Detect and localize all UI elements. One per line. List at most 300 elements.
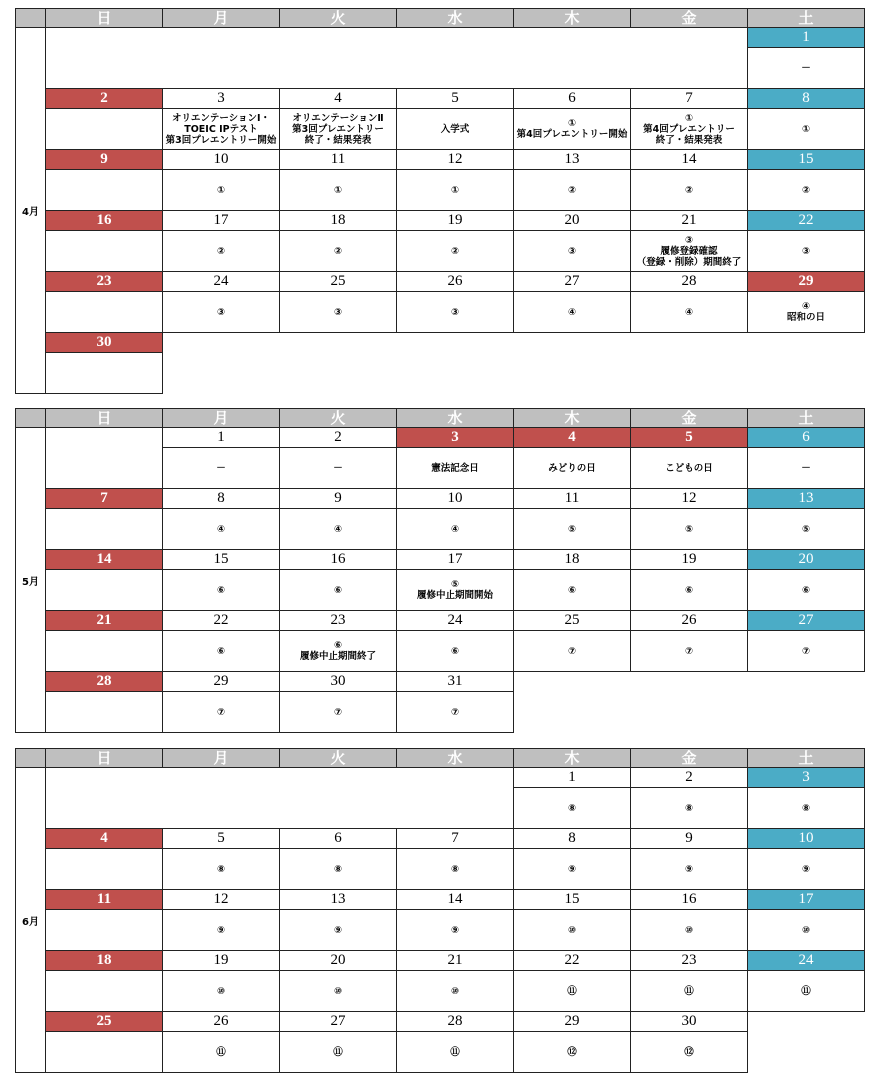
day-note [514,971,631,1012]
day-note [631,788,748,829]
day-number: 18 [514,550,631,570]
day-note-line: ① [801,123,811,135]
month-label: 5月 [16,428,46,733]
day-note-line: 昭和の日 [786,312,825,323]
day-note-line: ⑫ [567,1046,577,1058]
day-note [748,788,865,829]
day-note [397,692,514,733]
day-note-line: ⑥ [333,640,343,651]
day-note [46,231,163,272]
header-corner [16,749,46,768]
day-number: 6 [280,829,397,849]
weekday-header: 月 [163,9,280,28]
day-note-line: ② [684,184,694,196]
day-note [631,971,748,1012]
day-note [163,910,280,951]
header-corner [16,9,46,28]
day-note [280,910,397,951]
day-note [163,292,280,333]
month-label: 6月 [16,768,46,1073]
day-note [631,109,748,150]
day-note-line: ③ [450,306,460,318]
day-note-line: ⑤ [450,579,460,590]
day-number: 24 [163,272,280,292]
day-number: 1 [748,28,865,48]
day-note [280,849,397,890]
day-note [514,1032,631,1073]
day-note [280,509,397,550]
day-note [514,631,631,672]
weekday-header: 日 [46,409,163,428]
empty-day-cell [514,672,865,733]
day-number: 5 [631,428,748,448]
day-note-line: ⑦ [216,706,226,718]
weekday-header: 水 [397,9,514,28]
day-note-line: ④ [801,301,811,312]
day-note-line: ⑧ [333,863,343,875]
day-note [748,509,865,550]
day-number: 16 [46,211,163,231]
day-note-line: ① [684,112,694,124]
day-note [280,692,397,733]
day-note-line: ③ [333,306,343,318]
day-note-line: ⑩ [684,924,694,936]
day-note-line: 憲法記念日 [431,462,479,474]
weekday-header: 月 [163,409,280,428]
day-note-line: ⑪ [216,1046,226,1058]
day-note-line: ⑪ [333,1046,343,1058]
day-note-line: ⑪ [684,985,694,997]
day-note [514,170,631,211]
day-note-line: こどもの日 [665,462,713,474]
day-number: 3 [748,768,865,788]
day-note [514,292,631,333]
day-note-line: ⑥ [216,584,226,596]
day-number: 19 [397,211,514,231]
day-note-line: TOEIC IPテスト [184,123,258,135]
day-number: 30 [280,672,397,692]
day-number: 11 [46,890,163,910]
day-number: 20 [280,951,397,971]
day-number: 10 [163,150,280,170]
day-note-line: ⑦ [567,645,577,657]
day-note-line: ⑥ [567,584,577,596]
day-note [163,849,280,890]
day-number: 29 [514,1012,631,1032]
day-note-line: ⑥ [216,645,226,657]
day-number: 20 [748,550,865,570]
day-number: 2 [631,768,748,788]
month-calendar-5 [15,408,865,733]
day-note [748,109,865,150]
day-note-line: 第3回プレエントリー開始 [165,134,277,146]
day-note-line: ⑦ [450,706,460,718]
day-note-line: ⑧ [801,802,811,814]
day-number: 11 [280,150,397,170]
day-note-line: ⑨ [684,863,694,875]
empty-day-cell [748,1012,865,1073]
day-note-line: ⑩ [801,924,811,936]
day-number: 15 [514,890,631,910]
day-note [163,170,280,211]
day-note [397,109,514,150]
day-note [631,448,748,489]
weekday-header: 土 [748,9,865,28]
day-number: 9 [280,489,397,509]
day-note [748,910,865,951]
day-note-line: ⑦ [333,706,343,718]
day-note [397,971,514,1012]
day-note-line: 終了・結果発表 [655,134,723,146]
weekday-header: 金 [631,749,748,768]
day-note [748,231,865,272]
day-number: 16 [631,890,748,910]
day-note-line: 履修中止期間開始 [416,590,493,601]
day-note-line: ⑤ [567,523,577,535]
day-note [280,292,397,333]
day-note [631,509,748,550]
day-note-line: 履修登録確認 [660,245,718,257]
day-note [46,353,163,394]
day-note-line: 終了・結果発表 [304,134,372,146]
day-note [397,631,514,672]
day-number: 23 [631,951,748,971]
day-note [514,109,631,150]
day-note-line: ⑧ [216,863,226,875]
day-note-line: － [801,62,811,74]
day-number: 3 [163,89,280,109]
day-number: 13 [748,489,865,509]
day-note [748,48,865,89]
day-note-line: ⑪ [801,985,811,997]
day-note-line: ⑧ [450,863,460,875]
empty-day-cell [46,28,748,89]
day-number: 5 [397,89,514,109]
day-note [631,849,748,890]
day-note [46,1032,163,1073]
day-number: 17 [163,211,280,231]
day-number: 8 [514,829,631,849]
day-note-line: － [216,462,226,474]
day-note-line: － [801,462,811,474]
day-note-line: ④ [216,523,226,535]
day-note [631,631,748,672]
day-note [631,170,748,211]
day-note-line: ⑤ [801,523,811,535]
day-number: 7 [631,89,748,109]
weekday-header: 土 [748,749,865,768]
day-note [46,509,163,550]
day-note [163,109,280,150]
day-note-line: ① [216,184,226,196]
day-note [397,849,514,890]
day-note [514,509,631,550]
day-note [163,692,280,733]
day-number: 7 [397,829,514,849]
day-number: 21 [631,211,748,231]
day-note [163,1032,280,1073]
header-corner [16,409,46,428]
day-number: 30 [631,1012,748,1032]
weekday-header: 木 [514,749,631,768]
weekday-header: 水 [397,749,514,768]
day-note-line: ⑧ [684,802,694,814]
day-number: 10 [748,829,865,849]
day-note [514,849,631,890]
day-note-line: ③ [567,245,577,257]
day-note-line: ② [567,184,577,196]
day-number: 20 [514,211,631,231]
day-note [748,570,865,611]
day-note [46,170,163,211]
day-number: 28 [397,1012,514,1032]
weekday-header: 火 [280,9,397,28]
weekday-header: 木 [514,409,631,428]
weekday-header: 火 [280,409,397,428]
month-label: 4月 [16,28,46,394]
day-number: 8 [748,89,865,109]
day-note-line: ② [333,245,343,257]
day-note-line: ⑩ [216,985,226,997]
day-note-line: 履修中止期間終了 [299,651,376,662]
day-note [163,971,280,1012]
day-number: 24 [748,951,865,971]
day-number: 6 [748,428,865,448]
day-note-line: 第4回プレエントリー [643,123,735,135]
weekday-header: 金 [631,409,748,428]
day-note [280,570,397,611]
day-note-line: ⑩ [567,924,577,936]
weekday-header: 水 [397,409,514,428]
day-note [280,448,397,489]
weekday-header: 土 [748,409,865,428]
day-number: 21 [46,611,163,631]
day-number: 21 [397,951,514,971]
day-number: 17 [397,550,514,570]
day-note-line: ⑨ [333,924,343,936]
day-number: 26 [397,272,514,292]
day-note [748,292,865,333]
day-note [748,170,865,211]
day-number: 12 [631,489,748,509]
day-note [280,971,397,1012]
day-note [46,292,163,333]
day-note-line: ④ [450,523,460,535]
day-note-line: ⑤ [684,523,694,535]
day-note-line: ⑦ [801,645,811,657]
day-number: 6 [514,89,631,109]
day-number: 3 [397,428,514,448]
day-number: 8 [163,489,280,509]
day-number: 28 [46,672,163,692]
day-note [46,631,163,672]
day-note-line: オリエンテーションⅡ [292,112,384,124]
day-note [46,971,163,1012]
day-number: 11 [514,489,631,509]
day-note-line: ③ [684,234,694,246]
day-number: 9 [631,829,748,849]
weekday-header: 木 [514,9,631,28]
day-note-line: ⑧ [567,802,577,814]
day-note [163,448,280,489]
day-number: 27 [280,1012,397,1032]
day-number: 10 [397,489,514,509]
day-note-line: ⑨ [450,924,460,936]
day-note-line: ⑦ [684,645,694,657]
day-note [46,910,163,951]
day-number: 4 [46,829,163,849]
day-note [397,570,514,611]
day-note [163,631,280,672]
day-note [280,231,397,272]
day-number: 4 [514,428,631,448]
day-note [163,231,280,272]
day-number: 5 [163,829,280,849]
day-number: 31 [397,672,514,692]
day-note-line: ④ [684,306,694,318]
day-number: 12 [163,890,280,910]
day-number: 19 [163,951,280,971]
day-note [631,910,748,951]
day-note-line: ① [333,184,343,196]
month-calendar-6 [15,748,865,1073]
day-note [46,849,163,890]
weekday-header: 日 [46,749,163,768]
day-note-line: ④ [333,523,343,535]
day-note [397,509,514,550]
day-number: 18 [280,211,397,231]
day-number: 18 [46,951,163,971]
day-number: 19 [631,550,748,570]
day-number: 27 [514,272,631,292]
day-note-line: 第4回プレエントリー開始 [516,129,628,140]
day-note [397,1032,514,1073]
empty-day-cell [163,333,865,394]
empty-day-cell [46,768,514,829]
weekday-header: 日 [46,9,163,28]
day-note [514,231,631,272]
day-note [397,292,514,333]
day-note-line: ① [567,118,577,129]
day-note [514,570,631,611]
day-number: 9 [46,150,163,170]
day-note-line: オリエンテーションⅠ・ [172,112,270,124]
day-note [514,788,631,829]
day-number: 15 [748,150,865,170]
day-number: 29 [748,272,865,292]
day-number: 17 [748,890,865,910]
day-note [631,231,748,272]
month-calendar-4 [15,8,865,394]
day-number: 26 [631,611,748,631]
day-note-line: ② [801,184,811,196]
day-note-line: ⑥ [450,645,460,657]
day-note [280,109,397,150]
day-number: 26 [163,1012,280,1032]
weekday-header: 金 [631,9,748,28]
day-note [631,570,748,611]
day-note [280,631,397,672]
day-note-line: ⑩ [333,985,343,997]
day-note [397,448,514,489]
day-number: 13 [514,150,631,170]
day-note-line: ⑨ [567,863,577,875]
day-note-line: 第3回プレエントリー [292,123,384,135]
day-note [748,631,865,672]
day-note-line: ② [450,245,460,257]
day-note [748,448,865,489]
day-number: 24 [397,611,514,631]
day-note [514,910,631,951]
day-note-line: ⑫ [684,1046,694,1058]
day-note-line: ⑨ [801,863,811,875]
day-number: 25 [514,611,631,631]
day-note-line: ⑥ [684,584,694,596]
day-note [514,448,631,489]
day-note-line: ⑩ [450,985,460,997]
day-note [46,692,163,733]
day-number: 4 [280,89,397,109]
day-number: 13 [280,890,397,910]
day-note [46,570,163,611]
day-number: 25 [46,1012,163,1032]
day-note-line: ⑪ [567,985,577,997]
day-number: 23 [46,272,163,292]
day-note-line: （登録・削除）期間終了 [636,256,742,268]
day-number: 14 [631,150,748,170]
day-note-line: ③ [801,245,811,257]
day-note [397,231,514,272]
day-number: 30 [46,333,163,353]
day-number: 22 [163,611,280,631]
day-number: 25 [280,272,397,292]
day-note [280,170,397,211]
day-number: 12 [397,150,514,170]
day-number: 27 [748,611,865,631]
day-note-line: ⑥ [333,584,343,596]
day-number: 15 [163,550,280,570]
day-number: 29 [163,672,280,692]
day-number: 22 [514,951,631,971]
day-number: 1 [514,768,631,788]
day-number: 2 [46,89,163,109]
day-note-line: ① [450,184,460,196]
empty-day-cell [46,428,163,489]
day-note [163,570,280,611]
day-note [163,509,280,550]
day-note [631,1032,748,1073]
day-note [748,849,865,890]
day-note-line: ④ [567,306,577,318]
weekday-header: 月 [163,749,280,768]
day-note-line: ⑨ [216,924,226,936]
day-number: 23 [280,611,397,631]
weekday-header: 火 [280,749,397,768]
day-number: 2 [280,428,397,448]
day-number: 1 [163,428,280,448]
day-number: 14 [397,890,514,910]
day-note-line: ⑥ [801,584,811,596]
day-note-line: ② [216,245,226,257]
day-note [397,910,514,951]
day-note-line: － [333,462,343,474]
day-note-line: ⑪ [450,1046,460,1058]
day-number: 7 [46,489,163,509]
day-number: 22 [748,211,865,231]
day-note [46,109,163,150]
day-number: 16 [280,550,397,570]
day-number: 14 [46,550,163,570]
